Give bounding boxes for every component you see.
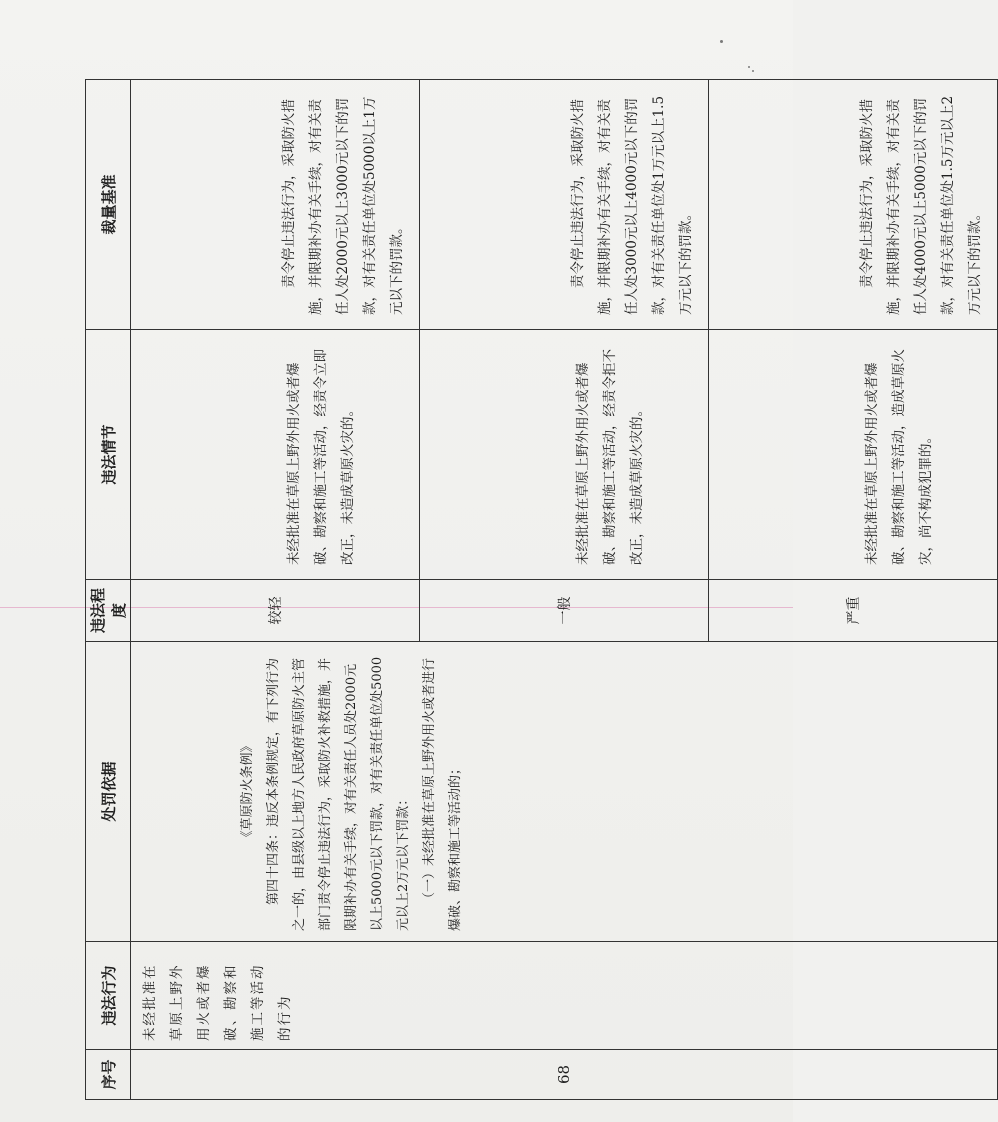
basis-title: 《草原防火条例》 — [240, 739, 255, 844]
penalty-table — [85, 79, 998, 1100]
degree-severe: 严重 — [709, 580, 998, 642]
scan-speck — [720, 40, 723, 43]
circumstance-light: 未经批准在草原上野外用火或者爆破、勘察和施工等活动，经责令立即改正，未造成草原火灾的。 — [131, 330, 420, 580]
row-behavior: 未经批准在草原上野外用火或者爆破、勘察和施工等活动的行为 — [131, 942, 998, 1050]
standard-severe: 责令停止违法行为，采取防火措施，并限期补办有关手续，对有关责任人处4000元以上5000元以下的罚款，对有关责任单位处1.5万元以上2万元以下的罚款。 — [709, 80, 998, 330]
header-circumstance: 违法情节 — [86, 330, 131, 580]
row-basis — [131, 642, 998, 942]
scan-speck — [752, 70, 754, 72]
header-behavior: 违法行为 — [86, 942, 131, 1050]
header-row — [86, 80, 131, 1100]
basis-paragraph-2: （一）未经批准在草原上野外用火或者进行爆破、勘察和施工等活动的； — [422, 657, 463, 931]
header-standard: 裁量基准 — [86, 80, 131, 330]
degree-normal: 一般 — [420, 580, 709, 642]
row-seq: 68 — [131, 1050, 998, 1100]
circumstance-severe: 未经批准在草原上野外用火或者爆破、勘察和施工等活动，造成草原火灾，尚不构成犯罪的。 — [709, 330, 998, 580]
header-degree: 违法程度 — [86, 580, 131, 642]
table-row — [131, 80, 420, 1100]
basis-paragraph-1: 第四十四条：违反本条例规定，有下列行为之一的，由县级以上地方人民政府草原防火主管部门责令停止违法行为，采取防火补救措施，并限期补办有关手续，对有关责任人员处2000元以上5000元以下罚款，对有关责任单位处5000元以上2万元以下罚款： — [266, 656, 411, 931]
rotated-table-container — [85, 80, 983, 1100]
circumstance-normal: 未经批准在草原上野外用火或者爆破、勘察和施工等活动，经责令拒不改正，未造成草原火灾的。 — [420, 330, 709, 580]
scan-speck — [748, 66, 750, 68]
standard-normal: 责令停止违法行为，采取防火措施，并限期补办有关手续，对有关责任人处3000元以上4000元以下的罚款，对有关责任单位处1万元以上1.5万元以下的罚款。 — [420, 80, 709, 330]
standard-light: 责令停止违法行为，采取防火措施，并限期补办有关手续，对有关责任人处2000元以上3000元以下的罚款，对有关责任单位处5000以上1万元以下的罚款。 — [131, 80, 420, 330]
header-basis: 处罚依据 — [86, 642, 131, 942]
degree-light: 较轻 — [131, 580, 420, 642]
header-seq: 序号 — [86, 1050, 131, 1100]
